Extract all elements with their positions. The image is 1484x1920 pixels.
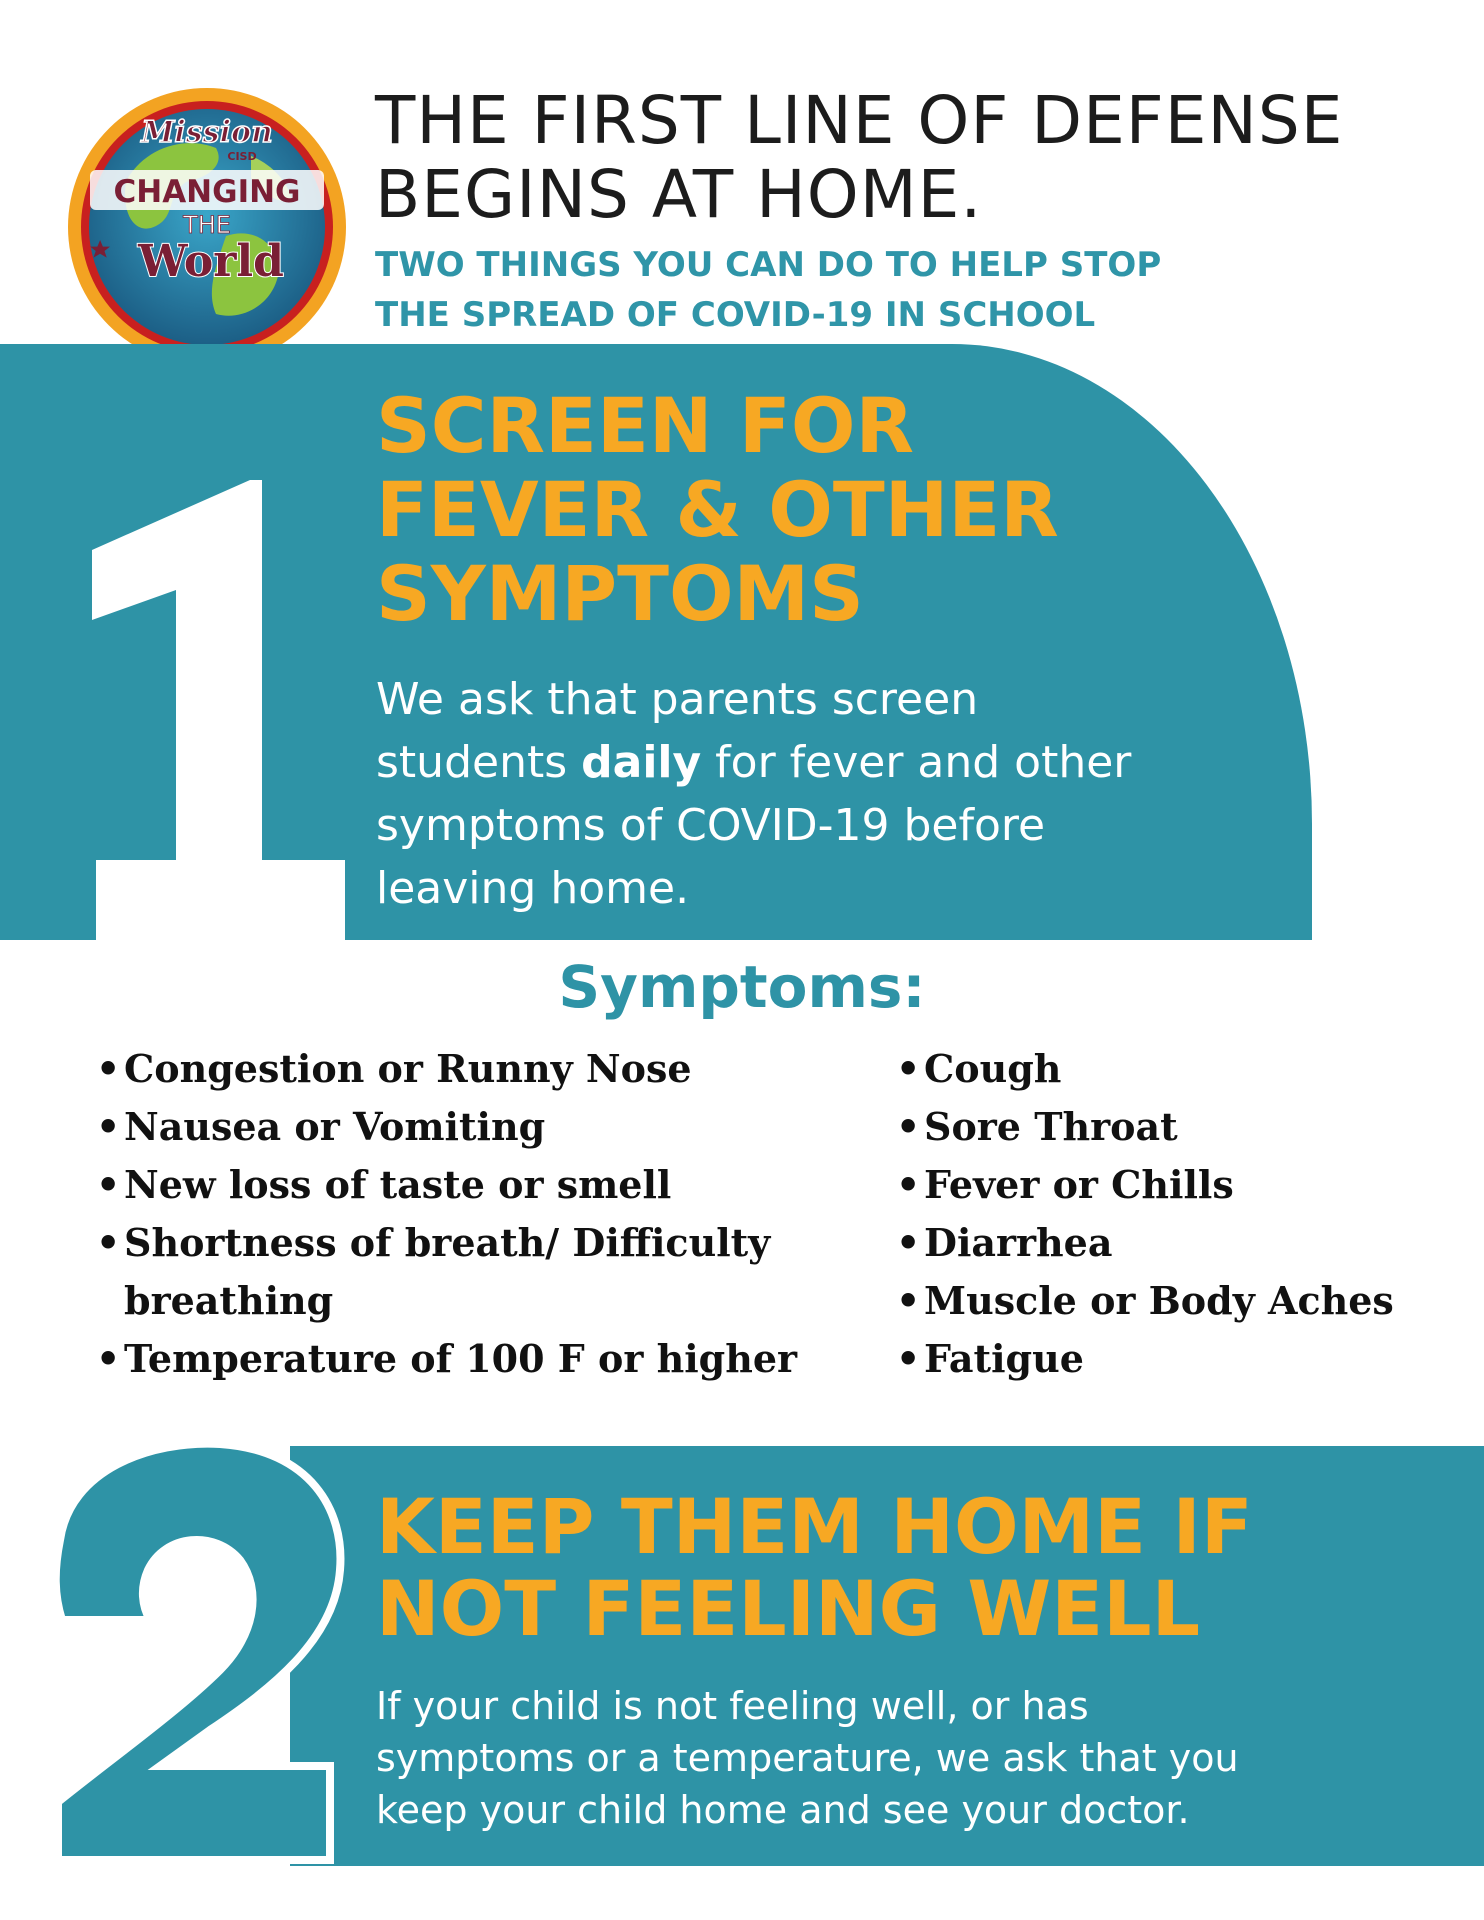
- bullet-icon: •: [96, 1162, 121, 1207]
- list-item: [96, 1330, 816, 1388]
- list-item: [96, 1040, 816, 1098]
- step-2-title-line-2: NOT FEELING WELL: [376, 1564, 1201, 1653]
- step-1-body-emphasis: daily: [581, 737, 702, 788]
- bullet-icon: •: [896, 1220, 921, 1265]
- step-2-number: [0, 1430, 400, 1870]
- symptom-text-continued: breathing: [124, 1278, 334, 1323]
- step-2-body: [376, 1680, 1466, 1836]
- step-2-title: [376, 1482, 1476, 1653]
- symptom-text: Fatigue: [924, 1336, 1084, 1381]
- bullet-icon: •: [96, 1220, 121, 1265]
- list-item: [896, 1040, 1456, 1098]
- list-item: [896, 1214, 1456, 1272]
- symptoms-list-right: [896, 1040, 1456, 1388]
- step-1-body-line-4: leaving home.: [376, 863, 690, 914]
- step-2-body-line-2: symptoms or a temperature, we ask that you: [376, 1736, 1239, 1780]
- logo-changing-text: CHANGING: [113, 174, 301, 210]
- list-item: [96, 1156, 816, 1214]
- bullet-icon: •: [896, 1162, 921, 1207]
- logo-the-text: THE: [183, 211, 231, 239]
- symptom-text: Nausea or Vomiting: [124, 1104, 546, 1149]
- symptom-text: Cough: [924, 1046, 1062, 1091]
- subheadline: [375, 240, 1455, 340]
- subheadline-line-2: THE SPREAD OF COVID-19 IN SCHOOL: [375, 295, 1096, 335]
- symptom-text: Congestion or Runny Nose: [124, 1046, 692, 1091]
- symptom-text: Temperature of 100 F or higher: [124, 1336, 798, 1381]
- step-2-title-line-1: KEEP THEM HOME IF: [376, 1482, 1253, 1571]
- symptom-text: Fever or Chills: [924, 1162, 1234, 1207]
- step-1-body-line-3: symptoms of COVID-19 before: [376, 800, 1046, 851]
- subheadline-line-1: TWO THINGS YOU CAN DO TO HELP STOP: [375, 245, 1162, 285]
- step-1-title-line-3: SYMPTOMS: [376, 549, 864, 638]
- bullet-icon: •: [96, 1046, 121, 1091]
- list-item: [896, 1330, 1456, 1388]
- logo-cisd-text: CISD: [227, 150, 257, 163]
- logo-mission-text: Mission: [141, 115, 273, 150]
- headline-line-1: THE FIRST LINE OF DEFENSE: [375, 82, 1344, 159]
- step-1-title-line-1: SCREEN FOR: [376, 381, 914, 470]
- symptoms-list-left: [96, 1040, 816, 1388]
- step-1-body-line-2-pre: students: [376, 737, 582, 788]
- symptom-text: Sore Throat: [924, 1104, 1178, 1149]
- symptom-text: Diarrhea: [924, 1220, 1113, 1265]
- list-item: [96, 1098, 816, 1156]
- symptom-text: New loss of taste or smell: [124, 1162, 672, 1207]
- mission-cisd-logo: [66, 86, 348, 368]
- step-2-body-line-1: If your child is not feeling well, or has: [376, 1684, 1089, 1728]
- symptom-text: Muscle or Body Aches: [924, 1278, 1394, 1323]
- headline: [375, 84, 1455, 232]
- bullet-icon: •: [896, 1336, 921, 1381]
- step-2-number-text: 2: [0, 1430, 1, 1431]
- list-item: [896, 1098, 1456, 1156]
- logo-world-text: World: [138, 236, 284, 287]
- step-1-number-text: 1: [0, 420, 1, 421]
- step-1-body-line-1: We ask that parents screen: [376, 674, 979, 725]
- bullet-icon: •: [96, 1104, 121, 1149]
- symptoms-title: Symptoms:: [558, 953, 926, 1021]
- list-item: [896, 1272, 1456, 1330]
- step-1-number: [0, 420, 360, 940]
- list-item: [96, 1214, 816, 1330]
- symptom-text: Shortness of breath/ Difficulty: [124, 1220, 771, 1265]
- bullet-icon: •: [896, 1278, 921, 1323]
- bullet-icon: •: [96, 1336, 121, 1381]
- bullet-icon: •: [896, 1046, 921, 1091]
- bullet-icon: •: [896, 1104, 921, 1149]
- step-1-body-line-2-post: for fever and other: [701, 737, 1132, 788]
- step-1-title: [376, 381, 1276, 638]
- step-1-title-line-2: FEVER & OTHER: [376, 465, 1059, 554]
- headline-line-2: BEGINS AT HOME.: [375, 156, 983, 233]
- step-2-body-line-3: keep your child home and see your doctor.: [376, 1788, 1190, 1832]
- list-item: [896, 1156, 1456, 1214]
- step-1-body-line-2: [376, 731, 1286, 794]
- step-1-body: [376, 668, 1286, 920]
